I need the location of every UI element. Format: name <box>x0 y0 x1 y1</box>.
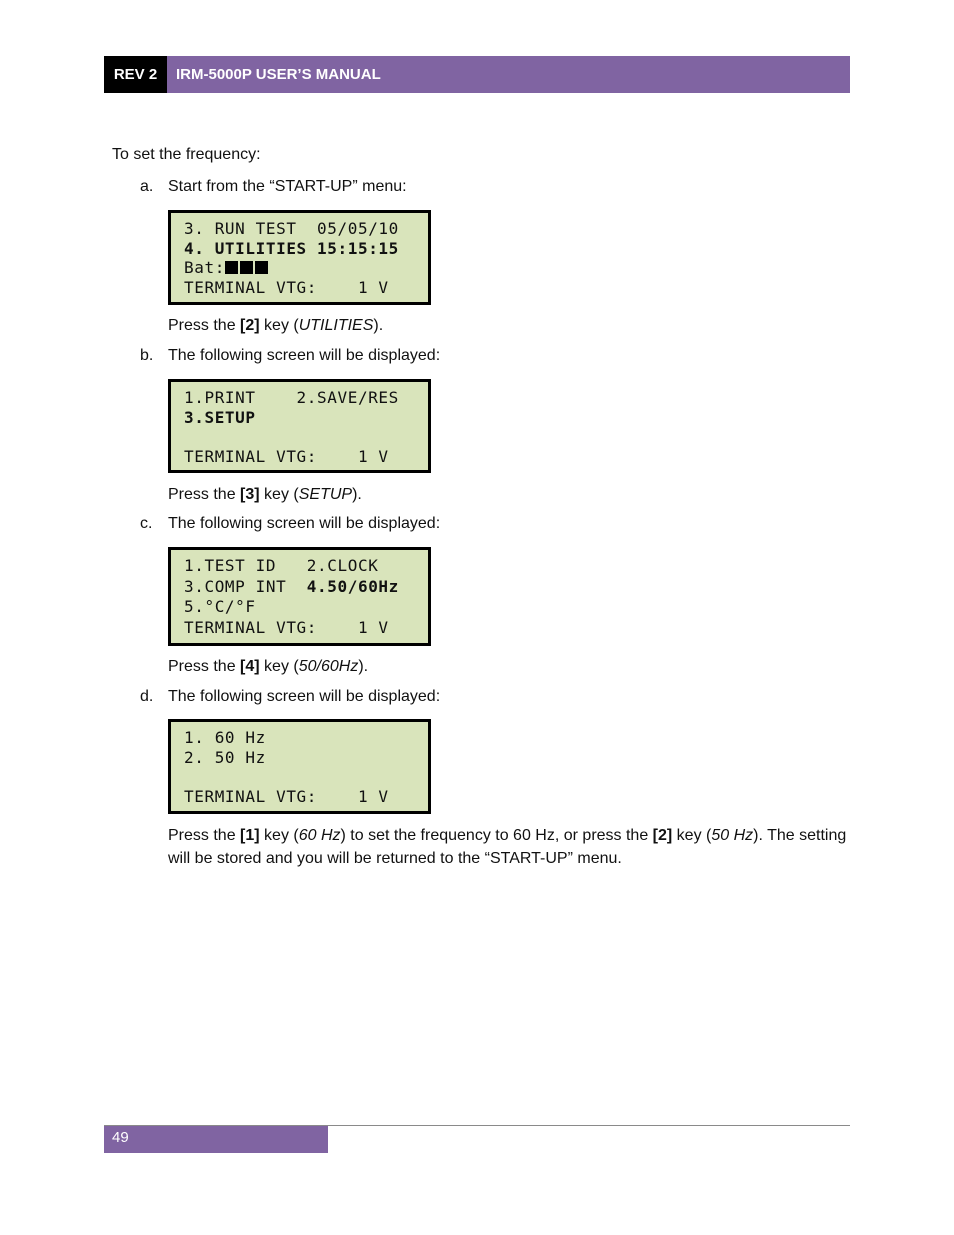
key-label: [2] <box>652 827 673 844</box>
lcd-line-highlight: 3.SETUP <box>184 407 256 427</box>
lcd-line-battery <box>184 258 428 278</box>
lcd-line: TERMINAL VTG: 1 V <box>184 277 389 297</box>
key-label: [4] <box>240 658 260 675</box>
battery-bar-icon <box>240 261 253 274</box>
text: Press the <box>168 827 241 844</box>
lcd-utilities-menu <box>168 379 431 473</box>
step-a-text: Start from the “START-UP” menu: <box>168 178 407 195</box>
manual-title: IRM-5000P USER’S MANUAL <box>167 56 850 93</box>
lcd-line: 2. 50 Hz <box>184 747 266 767</box>
step-b-text: The following screen will be displayed: <box>168 347 441 364</box>
lcd-text: 3.COMP INT <box>184 576 307 596</box>
lcd-highlight: 4.50/60Hz <box>306 576 399 596</box>
step-c-instruction <box>168 655 848 678</box>
menu-item-name: 50/60Hz <box>298 658 359 675</box>
text: key ( <box>259 317 299 334</box>
lcd-line <box>184 767 428 787</box>
battery-bar-icon <box>225 261 238 274</box>
lcd-line: TERMINAL VTG: 1 V <box>184 617 389 637</box>
text: key ( <box>259 658 299 675</box>
menu-item-name: UTILITIES <box>298 317 374 334</box>
text: ). <box>358 658 369 675</box>
key-label: [2] <box>240 317 260 334</box>
step-c-text: The following screen will be displayed: <box>168 515 441 532</box>
step-b-instruction <box>168 483 848 506</box>
menu-item-name: 60 Hz <box>298 827 341 844</box>
page-header <box>104 56 850 93</box>
step-d-text: The following screen will be displayed: <box>168 688 441 705</box>
page-number: 49 <box>104 1126 328 1153</box>
text: key ( <box>259 486 299 503</box>
lcd-line: 1.TEST ID 2.CLOCK <box>184 556 379 575</box>
text: Press the <box>168 658 241 675</box>
text: key ( <box>672 827 712 844</box>
key-label: [1] <box>240 827 260 844</box>
lcd-line: TERMINAL VTG: 1 V <box>184 446 389 466</box>
intro-text: To set the frequency: <box>112 146 261 163</box>
lcd-frequency-menu <box>168 719 431 814</box>
battery-label: Bat: <box>184 258 225 277</box>
text: ). <box>373 317 384 334</box>
lcd-line: 5.°C/°F <box>184 597 256 616</box>
step-b-label: b. <box>140 347 154 364</box>
menu-item-name: SETUP <box>298 486 353 503</box>
step-a-instruction <box>168 314 848 337</box>
lcd-line: 1.PRINT 2.SAVE/RES <box>184 388 399 407</box>
text: key ( <box>259 827 299 844</box>
lcd-line: 1. 60 Hz <box>184 728 266 747</box>
battery-bar-icon <box>255 261 268 274</box>
lcd-line: 3. RUN TEST 05/05/10 <box>184 219 399 238</box>
step-d-instruction <box>168 824 848 870</box>
lcd-line: TERMINAL VTG: 1 V <box>184 786 389 806</box>
text: ). <box>352 486 362 503</box>
revision-label: REV 2 <box>104 56 167 93</box>
lcd-line <box>184 427 428 447</box>
text: ). The setting will be stored and you will be returned to the “START-UP” menu. <box>168 827 847 867</box>
lcd-line <box>184 577 428 598</box>
text: Press the <box>168 486 241 503</box>
key-label: [3] <box>240 486 260 503</box>
lcd-line-highlight: 4. UTILITIES 15:15:15 <box>184 238 399 258</box>
step-c-label: c. <box>140 515 153 532</box>
text: ) to set the frequency to 60 Hz, or press the <box>340 827 653 844</box>
step-d-label: d. <box>140 688 154 705</box>
lcd-startup-menu <box>168 210 431 305</box>
text: Press the <box>168 317 241 334</box>
menu-item-name: 50 Hz <box>711 827 754 844</box>
step-a-label: a. <box>140 178 154 195</box>
lcd-setup-menu <box>168 547 431 646</box>
